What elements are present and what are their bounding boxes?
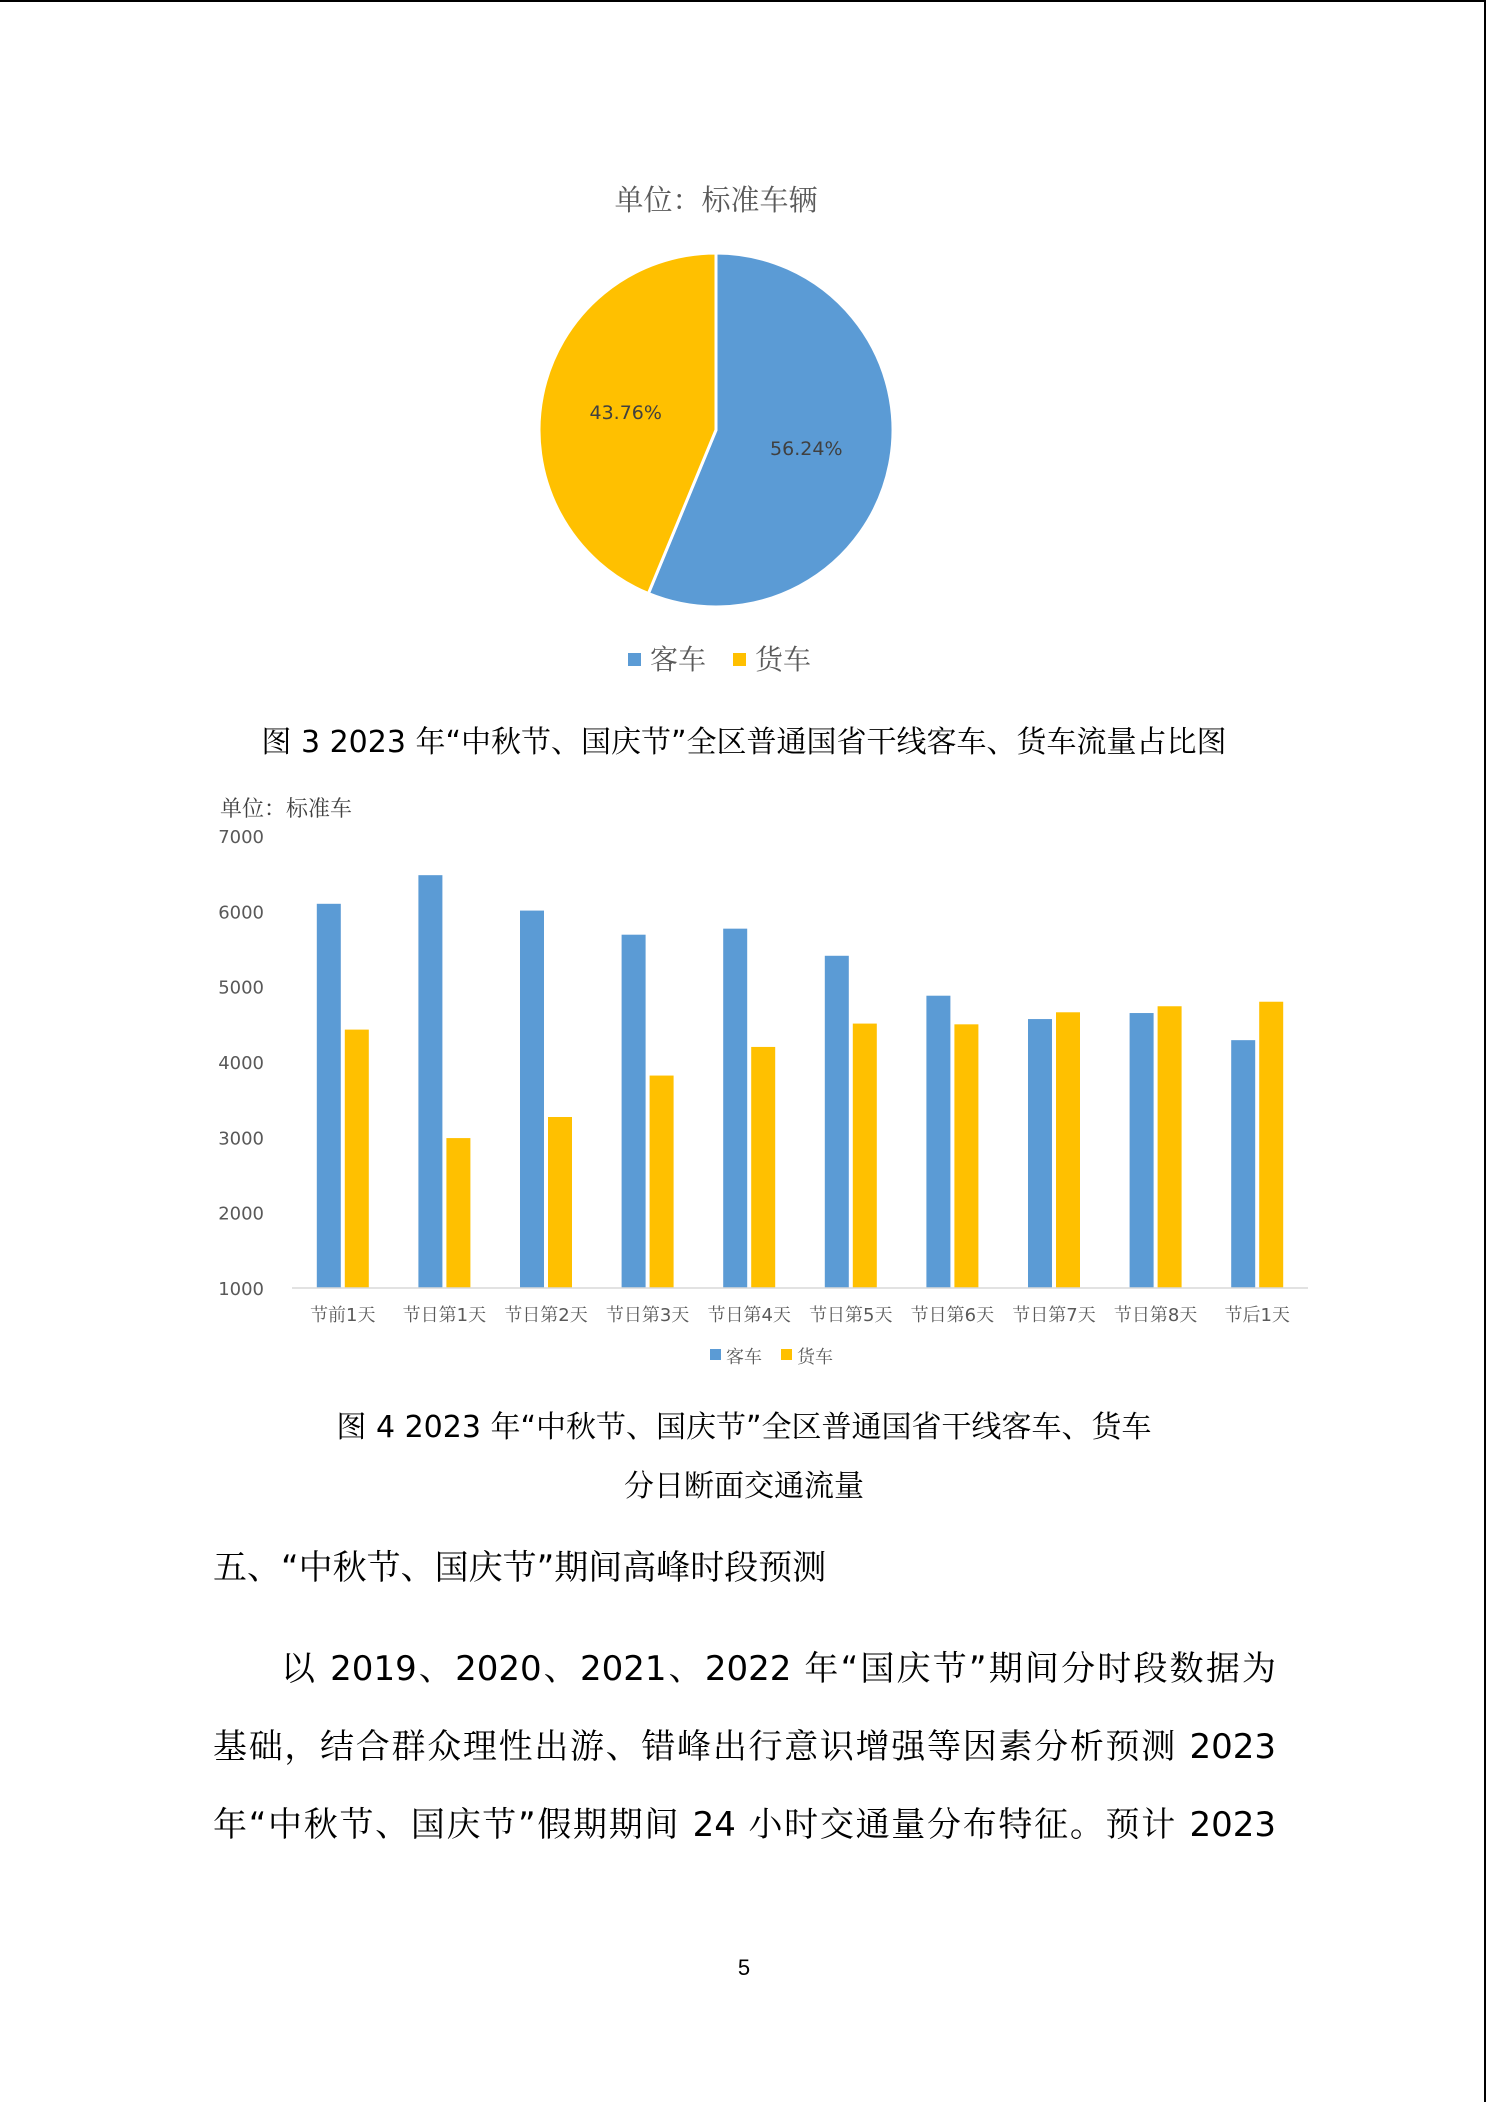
bar-chart-unit-label: 单位：标准车	[220, 797, 353, 822]
pie-legend-swatch	[733, 653, 746, 666]
bar-y-tick-label: 1000	[218, 1279, 264, 1300]
section-heading: 五、“中秋节、国庆节”期间高峰时段预测	[213, 1548, 827, 1588]
figure4-caption-line1: 图 4 2023 年“中秋节、国庆节”全区普通国省干线客车、货车	[336, 1410, 1152, 1445]
pie-chart-title: 单位：标准车辆	[614, 183, 818, 217]
bar-x-tick-label: 节日第3天	[605, 1305, 690, 1326]
bar-y-tick-label: 3000	[218, 1128, 264, 1150]
bar-legend-label: 客车	[726, 1347, 762, 1368]
bar-y-tick-label: 2000	[218, 1203, 264, 1225]
bar-x-tick-label: 节日第4天	[707, 1305, 791, 1326]
bar-x-tick-label: 节日第1天	[402, 1305, 487, 1326]
pie-legend-label: 货车	[755, 643, 812, 676]
pie-legend-label: 客车	[650, 643, 707, 676]
pie-data-label: 43.76%	[589, 402, 662, 425]
bar-x-tick-label: 节前1天	[310, 1305, 376, 1326]
bar-x-tick-label: 节日第2天	[504, 1305, 588, 1326]
paragraph-line-2: 基础，结合群众理性出游、错峰出行意识增强等因素分析预测 2023	[213, 1727, 1276, 1767]
bar-x-tick-label: 节日第7天	[1012, 1305, 1096, 1326]
bar-y-tick-label: 5000	[218, 977, 264, 999]
bar-y-tick-label: 6000	[218, 902, 264, 924]
bar-y-tick-label: 7000	[218, 827, 264, 848]
bar-legend-label: 货车	[797, 1347, 833, 1368]
bar-x-tick-label: 节日第6天	[910, 1305, 995, 1326]
figure3-caption: 图 3 2023 年“中秋节、国庆节”全区普通国省干线客车、货车流量占比图	[261, 725, 1227, 760]
bar-y-tick-label: 4000	[218, 1053, 264, 1074]
paragraph-line-3: 年“中秋节、国庆节”假期期间 24 小时交通量分布特征。预计 2023	[213, 1805, 1276, 1845]
figure4-caption-line2: 分日断面交通流量	[624, 1469, 864, 1504]
pie-data-label: 56.24%	[770, 437, 843, 460]
paragraph-line-1: 以 2019、2020、2021、2022 年“国庆节”期间分时段数据为	[281, 1649, 1276, 1689]
bar-x-tick-label: 节日第8天	[1113, 1305, 1198, 1326]
page-number: 5	[737, 1955, 751, 1980]
bar-x-tick-label: 节日第5天	[809, 1305, 893, 1326]
bar-x-tick-label: 节后1天	[1224, 1305, 1290, 1326]
pie-legend-swatch	[628, 653, 641, 666]
